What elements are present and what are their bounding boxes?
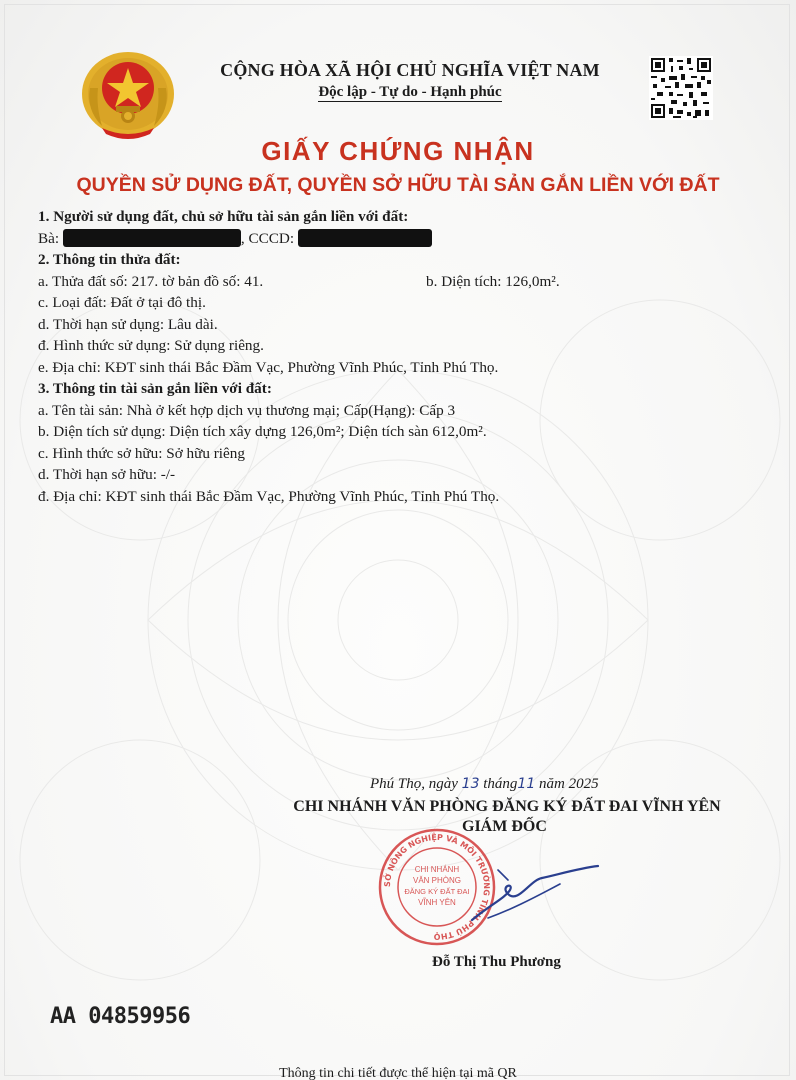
date-prefix: Phú Thọ, ngày (370, 776, 458, 792)
redacted-id-number (298, 229, 432, 247)
asset-name: a. Tên tài sản: Nhà ở kết hợp dịch vụ thương mại; Cấp(Hạng): Cấp 3 (38, 401, 456, 419)
signer-position: GIÁM ĐỐC (462, 818, 547, 835)
stamp-line-1: CHI NHÁNH (414, 865, 460, 874)
stamp-ring-text: SỞ NÔNG NGHIỆP VÀ MÔI TRƯỜNG TỈNH PHÚ THỌ (382, 832, 492, 942)
parcel-line (38, 271, 758, 293)
year-label: năm 2025 (539, 776, 599, 792)
certificate-body (38, 206, 758, 507)
asset-address: đ. Địa chỉ: KĐT sinh thái Bắc Đầm Vạc, Phường Vĩnh Phúc, Tỉnh Phú Thọ. (38, 487, 500, 505)
stamp-line-4: VĨNH YÊN (418, 898, 456, 907)
land-address: e. Địa chỉ: KĐT sinh thái Bắc Đầm Vạc, Phường Vĩnh Phúc, Tỉnh Phú Thọ. (38, 358, 499, 376)
signing-date (370, 776, 670, 793)
land-use-form: đ. Hình thức sử dụng: Sử dụng riêng. (38, 337, 264, 354)
asset-ownership-form: c. Hình thức sở hữu: Sở hữu riêng (38, 444, 245, 462)
section-2-heading: 2. Thông tin thửa đất: (38, 251, 181, 268)
land-use-term: d. Thời hạn sử dụng: Lâu dài. (38, 315, 218, 333)
nation-name: CỘNG HÒA XÃ HỘI CHỦ NGHĨA VIỆT NAM (220, 60, 600, 80)
id-label: , CCCD: (240, 229, 295, 247)
month-label: tháng (483, 776, 518, 792)
land-type: c. Loại đất: Đất ở tại đô thị. (38, 294, 206, 311)
issuing-office: CHI NHÁNH VĂN PHÒNG ĐĂNG KÝ ĐẤT ĐAI VĨNH YÊN (293, 798, 721, 815)
redacted-owner-name (63, 229, 241, 247)
section-1-heading: 1. Người sử dụng đất, chủ sở hữu tài sản gắn liền với đất: (38, 208, 409, 225)
signer-name: Đỗ Thị Thu Phương (432, 954, 561, 970)
owner-prefix: Bà: (38, 229, 60, 247)
owner-line (38, 228, 758, 250)
motto-text: Độc lập - Tự do - Hạnh phúc (318, 84, 502, 100)
certificate-title: GIẤY CHỨNG NHẬN (261, 136, 535, 166)
signature (470, 850, 600, 930)
section-3-heading: 3. Thông tin tài sản gắn liền với đất: (38, 380, 272, 397)
handwritten-day: 13 (461, 776, 480, 792)
asset-usage-area: b. Diện tích sử dụng: Diện tích xây dựng 126,0m²; Diện tích sàn 612,0m². (38, 423, 487, 440)
serial-number: AA 04859956 (50, 1004, 191, 1029)
parcel-area: b. Diện tích: 126,0m². (426, 272, 560, 290)
asset-ownership-term: d. Thời hạn sở hữu: -/- (38, 466, 176, 483)
stamp-line-3: ĐĂNG KÝ ĐẤT ĐAI (404, 887, 470, 896)
national-motto (160, 84, 660, 101)
footer-note: Thông tin chi tiết được thể hiện tại mã QR (279, 1066, 517, 1080)
stamp-line-2: VĂN PHÒNG (412, 876, 462, 885)
certificate-subtitle: QUYỀN SỬ DỤNG ĐẤT, QUYỀN SỞ HỮU TÀI SẢN GẮN LIỀN VỚI ĐẤT (76, 174, 720, 196)
handwritten-month: 11 (517, 776, 536, 792)
parcel-number: a. Thửa đất số: 217. tờ bản đồ số: 41. (38, 272, 264, 290)
